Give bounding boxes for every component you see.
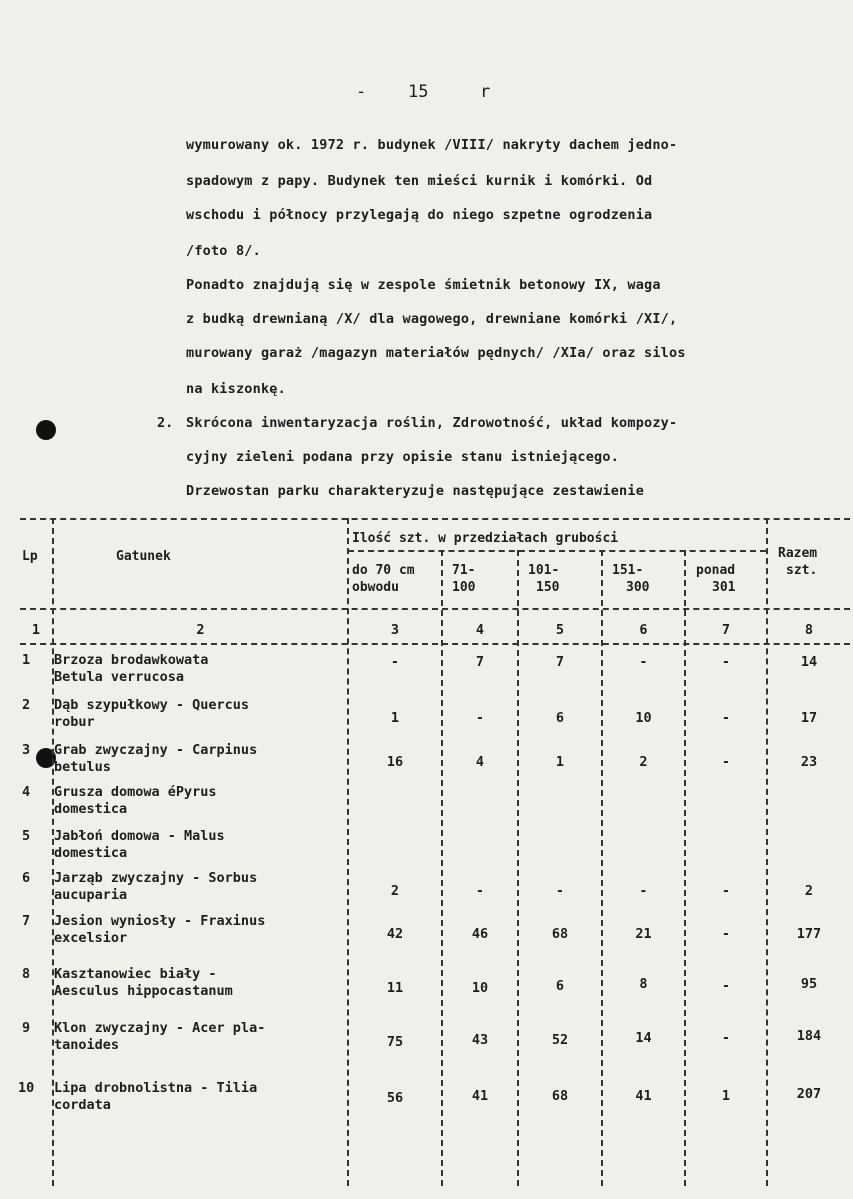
header-dash: -: [356, 82, 367, 102]
value-col5: 6: [555, 710, 565, 726]
value-col7: -: [721, 710, 731, 726]
text-line: /foto 8/.: [186, 243, 261, 259]
header-col4-line1: 151-: [612, 563, 644, 578]
value-col7: -: [721, 654, 731, 670]
item-number: 2.: [157, 415, 174, 431]
table-col-divider: [347, 518, 349, 1186]
column-number: 4: [475, 622, 485, 638]
header-lp: Lp: [22, 549, 38, 564]
row-lp: 9: [22, 1020, 31, 1036]
value-total: 207: [796, 1086, 822, 1102]
value-col3: -: [390, 654, 400, 670]
value-col7: -: [721, 883, 731, 899]
value-col5: 52: [551, 1032, 569, 1048]
punch-hole-top: [36, 420, 56, 440]
species-name: Brzoza brodawkowata: [54, 652, 209, 668]
value-col7: -: [721, 1030, 731, 1046]
header-total-line2: szt.: [786, 563, 818, 578]
value-col6: 21: [635, 926, 652, 942]
species-latin: Betula verrucosa: [54, 669, 185, 685]
text-line: spadowym z papy. Budynek ten mieści kurnik i komórki. Od: [186, 173, 653, 189]
header-col1-line1: do 70 cm: [352, 563, 415, 578]
value-col5: -: [555, 883, 565, 899]
value-col7: -: [721, 978, 731, 994]
row-lp: 1: [22, 652, 31, 668]
column-number: 6: [639, 622, 648, 638]
value-total: 23: [800, 754, 818, 770]
colnum-bottom-rule: [20, 643, 850, 645]
value-col5: 6: [555, 978, 565, 994]
header-col5-line2: 301: [712, 580, 736, 595]
header-col2-line2: 100: [452, 580, 476, 595]
value-col4: 46: [471, 926, 489, 942]
value-col3: 2: [390, 883, 400, 899]
value-col4: 41: [471, 1088, 489, 1104]
group-header-rule: [348, 550, 766, 552]
column-number: 3: [390, 622, 400, 638]
row-lp: 4: [22, 784, 31, 800]
value-total: 17: [800, 710, 818, 726]
header-total-line1: Razem: [778, 546, 818, 561]
header-bottom-rule: [20, 608, 850, 610]
species-latin: domestica: [54, 845, 128, 861]
header-species: Gatunek: [116, 549, 171, 564]
species-latin: tanoides: [54, 1037, 120, 1053]
value-col5: 68: [551, 1088, 569, 1104]
column-number: 8: [804, 622, 814, 638]
value-col4: 43: [471, 1032, 489, 1048]
value-total: 14: [800, 654, 818, 670]
species-name: Jesion wyniosły - Fraxinus: [54, 913, 266, 929]
text-line: Skrócona inwentaryzacja roślin, Zdrowotność, układ kompozy-: [186, 415, 678, 431]
header-col1-line2: obwodu: [352, 580, 399, 595]
species-name: Grab zwyczajny - Carpinus: [54, 742, 258, 758]
value-col6: 8: [639, 976, 648, 992]
value-col6: -: [639, 654, 648, 670]
text-line: murowany garaż /magazyn materiałów pędnych/ /XIa/ oraz silos: [186, 345, 686, 361]
value-col3: 75: [386, 1034, 404, 1050]
species-name: Kasztanowiec biały -: [54, 966, 217, 982]
value-total: 95: [800, 976, 818, 992]
value-col4: -: [475, 710, 485, 726]
value-col6: 10: [635, 710, 652, 726]
header-col4-line2: 300: [626, 580, 650, 595]
value-col4: -: [475, 883, 485, 899]
value-col3: 56: [386, 1090, 404, 1106]
species-latin: cordata: [54, 1097, 111, 1113]
text-line: Drzewostan parku charakteryzuje następujące zestawienie: [186, 483, 645, 499]
species-name: Dąb szypułkowy - Quercus: [54, 697, 250, 713]
value-col6: 2: [639, 754, 648, 770]
row-lp: 8: [22, 966, 31, 982]
header-col3-line2: 150: [536, 580, 560, 595]
header-mark: r: [480, 82, 491, 102]
species-name: Klon zwyczajny - Acer pla-: [54, 1020, 266, 1036]
species-latin: betulus: [54, 759, 111, 775]
column-number: 5: [555, 622, 565, 638]
value-col4: 4: [475, 754, 485, 770]
species-latin: robur: [54, 714, 95, 730]
value-col5: 68: [551, 926, 569, 942]
value-col6: -: [639, 883, 648, 899]
page-header: [0, 82, 853, 106]
text-line: wymurowany ok. 1972 r. budynek /VIII/ nakryty dachem jedno-: [186, 137, 678, 153]
text-line: na kiszonkę.: [186, 381, 286, 397]
row-lp: 2: [22, 697, 31, 713]
text-line: cyjny zieleni podana przy opisie stanu istniejącego.: [186, 449, 620, 465]
header-group: Ilość szt. w przedziałach grubości: [352, 531, 619, 546]
header-col3-line1: 101-: [528, 563, 560, 578]
value-col7: 1: [721, 1088, 731, 1104]
row-lp: 7: [22, 913, 31, 929]
column-number: 7: [721, 622, 731, 638]
page-number: 15: [408, 82, 429, 102]
table-top-rule: [20, 518, 850, 520]
row-lp: 3: [22, 742, 31, 758]
value-col3: 42: [386, 926, 404, 942]
value-col6: 41: [635, 1088, 652, 1104]
value-col5: 7: [555, 654, 565, 670]
species-latin: Aesculus hippocastanum: [54, 983, 233, 999]
row-lp: 5: [22, 828, 31, 844]
value-col4: 10: [471, 980, 489, 996]
text-line: Ponadto znajdują się w zespole śmietnik betonowy IX, waga: [186, 277, 661, 293]
value-col7: -: [721, 926, 731, 942]
value-col4: 7: [475, 654, 485, 670]
species-name: Jabłoń domowa - Malus: [54, 828, 225, 844]
value-col3: 1: [390, 710, 400, 726]
text-line: z budką drewnianą /X/ dla wagowego, drewniane komórki /XI/,: [186, 311, 678, 327]
value-total: 184: [796, 1028, 822, 1044]
column-number: 1: [31, 622, 41, 638]
column-number: 2: [196, 622, 205, 638]
species-name: Grusza domowa éPyrus: [54, 784, 217, 800]
value-total: 177: [796, 926, 822, 942]
species-latin: domestica: [54, 801, 128, 817]
value-col7: -: [721, 754, 731, 770]
header-col2-line1: 71-: [452, 563, 476, 578]
value-col6: 14: [635, 1030, 652, 1046]
species-latin: aucuparia: [54, 887, 128, 903]
value-col3: 16: [386, 754, 404, 770]
header-col5-line1: ponad: [696, 563, 736, 578]
species-latin: excelsior: [54, 930, 128, 946]
row-lp: 6: [22, 870, 31, 886]
text-line: wschodu i północy przylegają do niego szpetne ogrodzenia: [186, 207, 653, 223]
species-name: Jarząb zwyczajny - Sorbus: [54, 870, 258, 886]
value-col5: 1: [555, 754, 565, 770]
value-total: 2: [804, 883, 814, 899]
value-col3: 11: [386, 980, 404, 996]
row-lp: 10: [18, 1080, 35, 1096]
species-name: Lipa drobnolistna - Tilia: [54, 1080, 258, 1096]
